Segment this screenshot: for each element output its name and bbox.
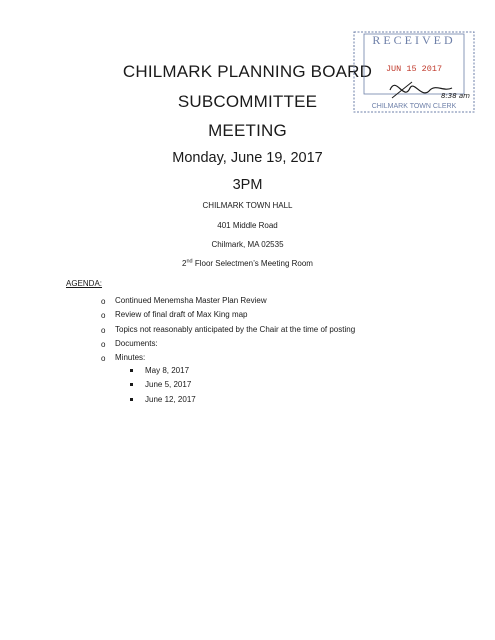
subcommittee-title: SUBCOMMITTEE — [177, 92, 318, 111]
agenda-item — [101, 296, 355, 310]
square-bullet-icon — [130, 398, 133, 401]
square-bullet-icon — [130, 383, 133, 386]
agenda-item — [101, 339, 355, 353]
circle-bullet-icon: o — [101, 325, 106, 335]
agenda-item-text: Minutes: — [115, 353, 146, 363]
agenda-item-text: Review of final draft of Max King map — [115, 310, 248, 320]
minutes-item-text: June 12, 2017 — [145, 394, 196, 404]
agenda-item-text: Topics not reasonably anticipated by the Chair at the time of posting — [115, 324, 356, 334]
room-name: Floor Selectmen’s Meeting Room — [192, 259, 313, 268]
stamp-word: RECEIVED — [372, 33, 456, 47]
stamp-office: CHILMARK TOWN CLERK — [371, 103, 457, 110]
minutes-item — [130, 395, 196, 409]
agenda-heading: AGENDA: — [66, 279, 103, 288]
agenda-list — [101, 296, 355, 367]
minutes-item — [130, 366, 196, 380]
circle-bullet-icon: o — [101, 354, 106, 364]
minutes-item-text: June 5, 2017 — [145, 380, 192, 390]
minutes-item — [130, 380, 196, 394]
location-room — [0, 259, 495, 268]
minutes-item-text: May 8, 2017 — [145, 366, 190, 375]
square-bullet-icon — [130, 369, 133, 372]
agenda-item-text: Documents: — [115, 338, 158, 348]
room-floor-number: 2 — [182, 259, 187, 268]
circle-bullet-icon: o — [101, 297, 106, 306]
location-hall: CHILMARK TOWN HALL — [202, 201, 293, 210]
location-city: Chilmark, MA 02535 — [211, 240, 284, 249]
board-title: CHILMARK PLANNING BOARD — [122, 62, 373, 81]
meeting-time: 3PM — [232, 177, 263, 193]
agenda-item — [101, 310, 355, 324]
circle-bullet-icon: o — [101, 339, 106, 349]
meeting-date: Monday, June 19, 2017 — [172, 150, 323, 166]
location-street: 401 Middle Road — [217, 221, 278, 230]
circle-bullet-icon: o — [101, 311, 106, 321]
agenda-item — [101, 325, 355, 339]
room-floor-suffix: nd — [186, 258, 193, 265]
meeting-title: MEETING — [208, 121, 287, 140]
received-stamp — [352, 30, 476, 115]
agenda-item-text: Continued Menemsha Master Plan Review — [115, 296, 267, 305]
stamp-date: JUN 15 2017 — [385, 64, 443, 74]
stamp-time-note: 8:38 am — [440, 92, 470, 100]
minutes-list — [130, 366, 196, 409]
